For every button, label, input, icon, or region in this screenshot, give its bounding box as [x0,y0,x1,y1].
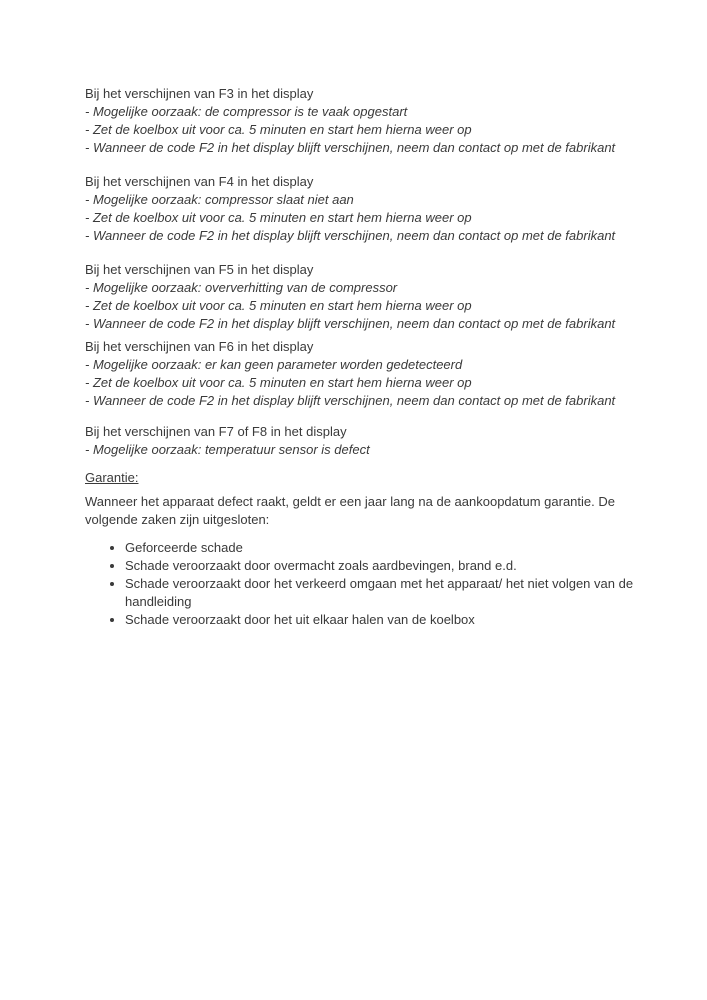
error-f6-contact: - Wanneer de code F2 in het display blijft verschijnen, neem dan contact op met de fabrikant [85,393,616,408]
warranty-exclusion-item: • Geforceerde schade [125,539,685,557]
error-section-f7-f8 [85,423,660,459]
error-f4-cause: - Mogelijke oorzaak: compressor slaat niet aan [85,192,354,207]
error-f5-action: - Zet de koelbox uit voor ca. 5 minuten en start hem hierna weer op [85,298,472,313]
error-f5-cause: - Mogelijke oorzaak: oververhitting van de compressor [85,280,398,295]
error-section-f5-title: Bij het verschijnen van F5 in het display [85,262,314,277]
error-f4-action: - Zet de koelbox uit voor ca. 5 minuten en start hem hierna weer op [85,210,472,225]
error-f5-contact: - Wanneer de code F2 in het display blijft verschijnen, neem dan contact op met de fabrikant [85,316,616,331]
warranty-exclusion-item: • Schade veroorzaakt door overmacht zoals aardbevingen, brand e.d. [125,557,685,575]
error-f3-cause: - Mogelijke oorzaak: de compressor is te vaak opgestart [85,104,408,119]
error-section-f7-f8-title: Bij het verschijnen van F7 of F8 in het display [85,424,347,439]
warranty-exclusions-list [85,539,685,629]
error-section-f5 [85,261,660,333]
error-f7-f8-cause: - Mogelijke oorzaak: temperatuur sensor is defect [85,442,370,457]
error-section-f3 [85,85,660,157]
error-section-f4-title: Bij het verschijnen van F4 in het display [85,174,314,189]
warranty-heading: Garantie: [85,470,139,485]
error-f3-contact: - Wanneer de code F2 in het display blijft verschijnen, neem dan contact op met de fabrikant [85,140,616,155]
error-section-f6 [85,338,660,410]
error-f4-contact: - Wanneer de code F2 in het display blijft verschijnen, neem dan contact op met de fabrikant [85,228,616,243]
error-f3-action: - Zet de koelbox uit voor ca. 5 minuten en start hem hierna weer op [85,122,472,137]
warranty-exclusion-item: • Schade veroorzaakt door het uit elkaar halen van de koelbox [125,611,685,629]
warranty-intro: Wanneer het apparaat defect raakt, geldt er een jaar lang na de aankoopdatum garantie. De volgende zaken zijn uitgesloten: [85,494,615,527]
error-section-f3-title: Bij het verschijnen van F3 in het display [85,86,314,101]
error-section-f6-title: Bij het verschijnen van F6 in het display [85,339,314,354]
error-section-f4 [85,173,660,245]
error-f6-cause: - Mogelijke oorzaak: er kan geen parameter worden gedetecteerd [85,357,463,372]
warranty-exclusion-item: • Schade veroorzaakt door het verkeerd omgaan met het apparaat/ het niet volgen van de handleiding [125,575,685,611]
error-f6-action: - Zet de koelbox uit voor ca. 5 minuten en start hem hierna weer op [85,375,472,390]
document-body [85,85,660,629]
warranty-section [85,469,660,629]
